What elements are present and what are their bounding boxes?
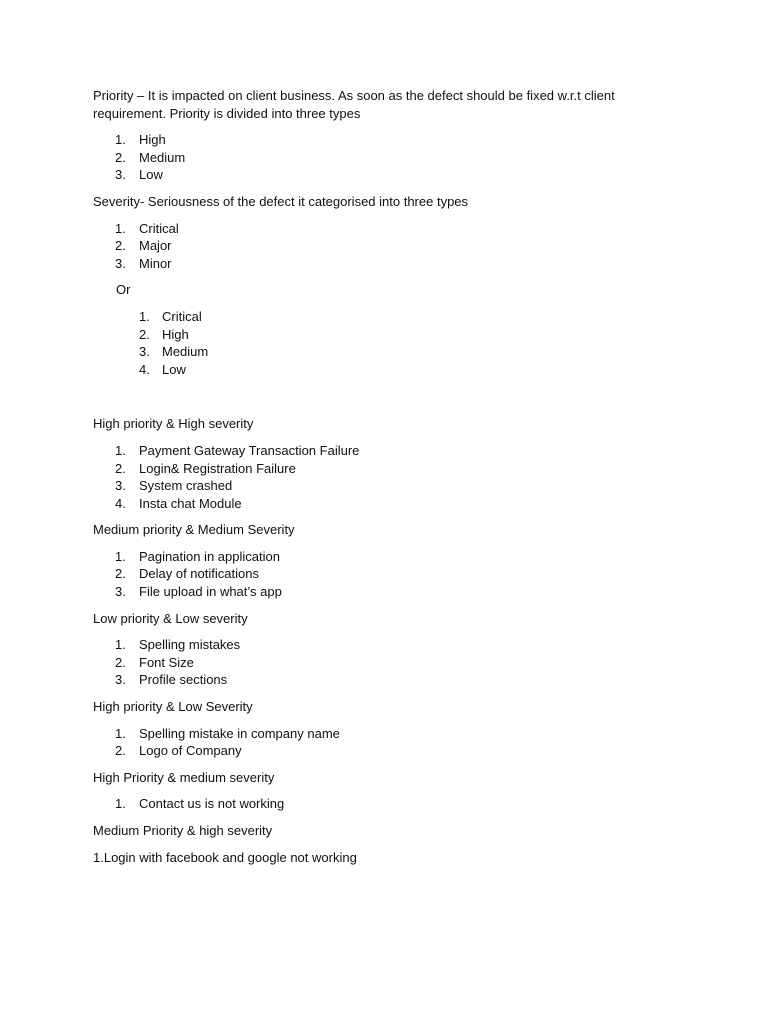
list-number: 3. bbox=[115, 478, 126, 494]
list-item bbox=[93, 654, 653, 672]
list-item bbox=[93, 326, 653, 344]
list-number: 1. bbox=[115, 725, 126, 741]
list-item bbox=[93, 460, 653, 478]
priority-definition: Priority – It is impacted on client business. As soon as the defect should be fixed w.r.t client requirement. Priority is divided into three types bbox=[93, 88, 615, 121]
list-item bbox=[93, 149, 653, 167]
list-item bbox=[93, 442, 653, 460]
section-heading: Medium Priority & high severity bbox=[93, 823, 273, 838]
list-item-text: Low bbox=[162, 361, 186, 377]
list-item-text: Payment Gateway Transaction Failure bbox=[139, 442, 360, 458]
list-item bbox=[93, 361, 653, 379]
list-item-text: Logo of Company bbox=[139, 743, 242, 759]
list-item-text: Critical bbox=[162, 308, 202, 324]
list-item-text: Medium bbox=[139, 149, 186, 165]
list-item bbox=[93, 343, 653, 361]
list-item-text: Low bbox=[139, 167, 163, 183]
list-item bbox=[93, 725, 653, 743]
list-number: 2. bbox=[115, 654, 126, 670]
list-number: 2. bbox=[115, 743, 126, 759]
list-number: 2. bbox=[115, 566, 126, 582]
list-item bbox=[93, 548, 653, 566]
list-item bbox=[93, 477, 653, 495]
list-item-text: Major bbox=[139, 238, 172, 254]
list-number: 2. bbox=[139, 326, 150, 342]
list-item-text: Login& Registration Failure bbox=[139, 460, 296, 476]
list-item bbox=[93, 255, 653, 273]
document-body bbox=[93, 87, 653, 875]
list-item-text: System crashed bbox=[139, 478, 233, 494]
list-number: 2. bbox=[115, 149, 126, 165]
list-number: 1. bbox=[115, 637, 126, 653]
list-item bbox=[93, 565, 653, 583]
list-item bbox=[93, 237, 653, 255]
list-number: 3. bbox=[115, 672, 126, 688]
list-item-text: Spelling mistakes bbox=[139, 637, 241, 653]
list-item-text: Font Size bbox=[139, 654, 194, 670]
list-item-text: Medium bbox=[162, 344, 209, 360]
section-heading: High priority & Low Severity bbox=[93, 699, 253, 715]
list-number: 1. bbox=[115, 548, 126, 564]
list-item-text: File upload in what’s app bbox=[139, 584, 282, 600]
list-number: 4. bbox=[139, 361, 150, 377]
list-item bbox=[93, 308, 653, 326]
list-number: 1. bbox=[115, 796, 126, 812]
list-item bbox=[93, 742, 653, 760]
list-number: 1. bbox=[115, 442, 126, 458]
section-list bbox=[93, 725, 653, 760]
list-item-text: Contact us is not working bbox=[139, 796, 285, 812]
section-heading: High Priority & medium severity bbox=[93, 769, 275, 785]
severity-definition: Severity- Seriousness of the defect it categorised into three types bbox=[93, 193, 469, 209]
list-number: 3. bbox=[115, 584, 126, 600]
section-heading: High priority & High severity bbox=[93, 416, 254, 432]
list-item bbox=[93, 220, 653, 238]
list-item bbox=[93, 636, 653, 654]
list-item bbox=[93, 166, 653, 184]
list-item bbox=[93, 583, 653, 601]
list-item-text: High bbox=[162, 326, 189, 342]
section-heading: Medium priority & Medium Severity bbox=[93, 522, 295, 538]
severity-alt-list bbox=[93, 308, 653, 378]
list-item-text: Minor bbox=[139, 255, 172, 271]
list-item-text: Spelling mistake in company name bbox=[139, 725, 340, 741]
list-item bbox=[93, 131, 653, 149]
list-number: 2. bbox=[115, 238, 126, 254]
list-item-text: Delay of notifications bbox=[139, 566, 259, 582]
section-list bbox=[93, 548, 653, 601]
blank-line bbox=[93, 387, 653, 415]
list-number: 1. bbox=[115, 220, 126, 236]
final-line: 1.Login with facebook and google not working bbox=[93, 849, 357, 865]
severity-list bbox=[93, 220, 653, 273]
list-item bbox=[93, 495, 653, 513]
section-heading: Low priority & Low severity bbox=[93, 610, 248, 626]
section-list bbox=[93, 636, 653, 689]
section-list bbox=[93, 442, 653, 512]
list-item-text: High bbox=[139, 132, 166, 148]
or-separator: Or bbox=[116, 282, 131, 298]
list-number: 1. bbox=[115, 132, 126, 148]
list-number: 1. bbox=[139, 308, 150, 324]
list-item-text: Insta chat Module bbox=[139, 495, 242, 511]
list-item-text: Profile sections bbox=[139, 672, 228, 688]
list-item bbox=[93, 795, 653, 813]
list-number: 3. bbox=[139, 344, 150, 360]
list-number: 3. bbox=[115, 255, 126, 271]
list-number: 3. bbox=[115, 167, 126, 183]
priority-list bbox=[93, 131, 653, 184]
section-list bbox=[93, 795, 653, 813]
list-item-text: Critical bbox=[139, 220, 179, 236]
list-item bbox=[93, 671, 653, 689]
list-number: 4. bbox=[115, 495, 126, 511]
list-item-text: Pagination in application bbox=[139, 548, 280, 564]
list-number: 2. bbox=[115, 460, 126, 476]
